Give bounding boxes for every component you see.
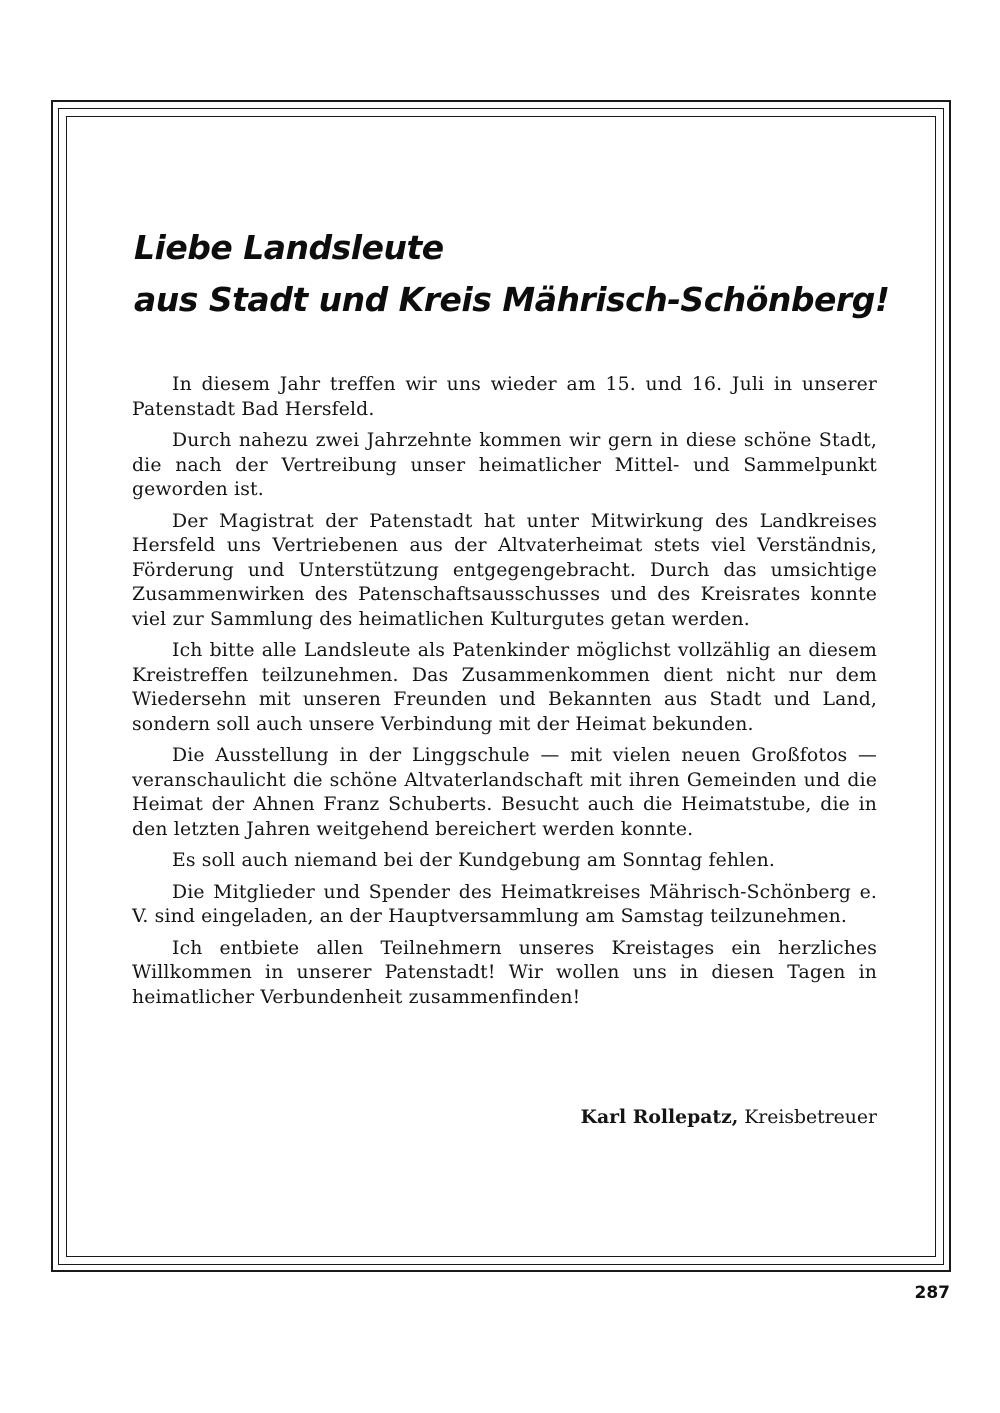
paragraph-rally: Es soll auch niemand bei der Kundgebung am Sonntag fehlen. <box>172 850 775 871</box>
page-number: 287 <box>914 1283 950 1303</box>
paragraph-general-meeting: Die Mitglieder und Spender des Heimatkreises Mährisch-Schönberg e. V. sind eingeladen, an der Hauptversammlung am Samstag teilzunehmen. <box>132 881 877 927</box>
signature-name: Karl Rollepatz, <box>580 1106 739 1128</box>
signature <box>581 1105 877 1130</box>
paragraph-magistrate: Der Magistrat der Patenstadt hat unter Mitwirkung des Landkreises Hersfeld uns Vertriebenen aus der Altvaterheimat stets viel Verständnis, Förderung und Unterstützung entgegengebracht. Durch das umsichtige Zusammenwirken des Patenschaftsausschusses und des Kreisrates konnte viel zur Sammlung des heimatlichen Kulturgutes getan werden. <box>132 510 877 630</box>
greeting-heading-line-1: Liebe Landsleute <box>134 228 444 267</box>
paragraph-exhibition: Die Ausstellung in der Linggschule — mit vielen neuen Großfotos — veranschaulicht die schöne Altvaterlandschaft mit ihren Gemeinden und die Heimat der Ahnen Franz Schuberts. Besucht auch die Heimatstube, die in den letzten Jahren weitgehend bereichert werden konnte. <box>132 745 877 840</box>
paragraph-date-announcement: In diesem Jahr treffen wir uns wieder am 15. und 16. Juli in unserer Patenstadt Bad Hersfeld. <box>132 374 877 420</box>
paragraph-invitation: Ich bitte alle Landsleute als Patenkinder möglichst vollzählig an diesem Kreistreffen teilzunehmen. Das Zusammenkommen dient nicht nur dem Wiedersehn mit unseren Freunden und Bekannten aus Stadt und Land, sondern soll auch unsere Verbindung mit der Heimat bekunden. <box>132 640 877 735</box>
paragraph-welcome: Ich entbiete allen Teilnehmern unseres Kreistages ein herzliches Willkommen in unserer Patenstadt! Wir wollen uns in diesen Tagen in heimatlicher Verbundenheit zusammenfinden! <box>132 937 877 1008</box>
greeting-heading-line-2: aus Stadt und Kreis Mährisch-Schönberg! <box>134 280 890 319</box>
signature-role: Kreisbetreuer <box>738 1107 877 1128</box>
greeting-heading <box>134 222 889 326</box>
paragraph-patron-city: Durch nahezu zwei Jahrzehnte kommen wir gern in diese schöne Stadt, die nach der Vertreibung unser heimatlicher Mittel- und Sammelpunkt geworden ist. <box>132 430 877 500</box>
letter-body <box>132 373 877 1017</box>
